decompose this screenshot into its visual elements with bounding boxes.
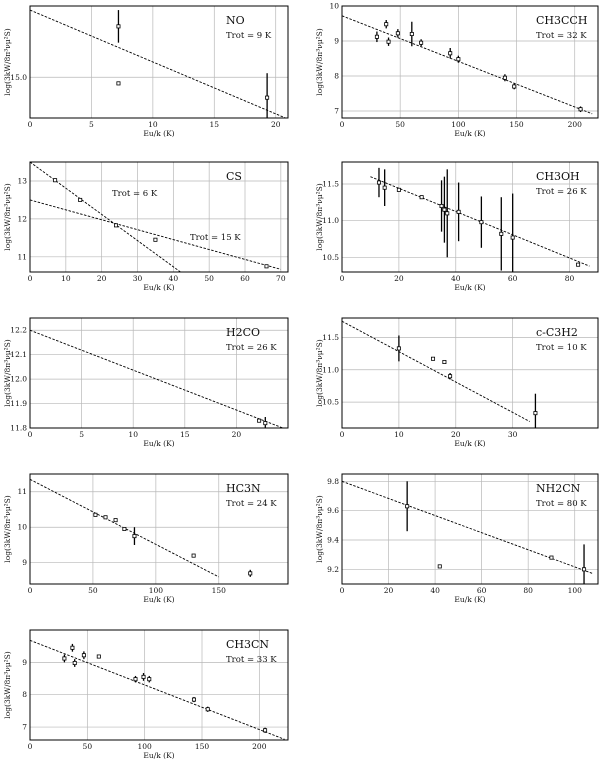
x-tick-label: 10	[128, 430, 138, 439]
data-point	[114, 224, 117, 227]
fit-line	[30, 162, 181, 272]
x-tick-label: 0	[339, 274, 345, 283]
x-tick-label: 20	[451, 430, 461, 439]
x-tick-label: 80	[523, 586, 533, 595]
plot-area	[342, 321, 537, 432]
trot-annotation: Trot = 32 K	[536, 31, 587, 41]
x-axis-label: Eu/k (K)	[143, 283, 175, 292]
x-tick-label: 5	[79, 430, 84, 439]
data-point	[249, 572, 252, 575]
data-point	[192, 698, 195, 701]
data-point	[97, 655, 100, 658]
x-tick-label: 0	[339, 586, 345, 595]
x-tick-label: 150	[194, 742, 210, 751]
x-tick-label: 150	[211, 586, 226, 595]
data-point	[420, 196, 423, 199]
x-tick-label: 40	[430, 586, 440, 595]
y-tick-label: 13	[17, 176, 27, 186]
chart-panel-7	[315, 474, 598, 604]
y-tick-label: 9.4	[327, 535, 339, 545]
data-point	[397, 347, 400, 350]
y-tick-label: 8	[22, 690, 27, 700]
chart-title: H2CO	[226, 326, 261, 339]
data-point	[534, 412, 537, 415]
data-point	[457, 58, 460, 61]
y-tick-label: 10.5	[322, 252, 339, 262]
data-point	[79, 198, 82, 201]
chart-title: c-C3H2	[536, 326, 578, 339]
data-point	[377, 181, 380, 184]
fit-line	[30, 10, 286, 118]
y-tick-label: 9.6	[327, 506, 339, 516]
data-point	[385, 23, 388, 26]
x-tick-label: 10	[148, 120, 158, 129]
data-point	[206, 708, 209, 711]
data-point	[94, 513, 97, 516]
x-tick-label: 30	[132, 274, 143, 283]
y-tick-label: 12.1	[10, 350, 27, 360]
data-point	[117, 82, 120, 85]
data-point	[579, 108, 582, 111]
x-tick-label: 20	[394, 274, 404, 283]
x-tick-label: 60	[476, 586, 487, 595]
data-point	[375, 35, 378, 38]
y-axis-label: log(3kW/8π³νμ²S)	[3, 183, 12, 251]
x-tick-label: 0	[27, 742, 33, 751]
x-tick-label: 20	[270, 120, 281, 129]
y-axis-label: log(3kW/8π³νμ²S)	[315, 339, 324, 407]
chart-title: CH3OH	[536, 170, 580, 183]
plot-frame	[30, 162, 288, 272]
x-axis-label: Eu/k (K)	[143, 751, 175, 760]
plot-area	[370, 168, 589, 282]
trot-annotation: Trot = 33 K	[226, 655, 277, 665]
fit-line	[30, 200, 281, 269]
chart-panel-6	[3, 474, 288, 604]
data-point	[448, 375, 451, 378]
x-tick-label: 0	[27, 120, 33, 129]
x-tick-label: 70	[276, 274, 286, 283]
data-point	[73, 661, 76, 664]
y-axis-label: log(3kW/8π³νμ²S)	[3, 651, 12, 719]
chart-title: CS	[226, 170, 242, 183]
x-tick-label: 30	[507, 430, 518, 439]
chart-panel-8	[3, 630, 288, 760]
x-tick-label: 100	[137, 742, 152, 751]
data-point	[82, 654, 85, 657]
y-axis-label: log(3kW/8π³νμ²S)	[3, 28, 12, 96]
data-point	[480, 221, 483, 224]
x-tick-label: 5	[89, 120, 94, 129]
x-tick-label: 100	[451, 120, 466, 129]
y-tick-label: 10	[329, 1, 339, 11]
data-point	[576, 263, 579, 266]
x-tick-label: 150	[509, 120, 524, 129]
data-point	[263, 729, 266, 732]
data-point	[550, 556, 553, 559]
trot-annotation: Trot = 15 K	[190, 233, 241, 243]
data-point	[500, 232, 503, 235]
x-tick-label: 50	[204, 274, 214, 283]
data-point	[457, 210, 460, 213]
data-point	[396, 32, 399, 35]
data-point	[258, 419, 261, 422]
x-tick-label: 50	[88, 586, 98, 595]
y-tick-label: 11	[17, 252, 27, 262]
data-point	[71, 646, 74, 649]
x-tick-label: 200	[252, 742, 267, 751]
x-axis-label: Eu/k (K)	[454, 439, 486, 448]
data-point	[53, 179, 56, 182]
chart-title: NO	[226, 14, 245, 27]
y-tick-label: 7	[22, 722, 27, 732]
y-tick-label: 11.8	[10, 423, 27, 433]
x-tick-label: 60	[507, 274, 518, 283]
data-point	[154, 238, 157, 241]
trot-annotation: Trot = 26 K	[536, 187, 587, 197]
trot-annotation: Trot = 9 K	[226, 31, 272, 41]
y-tick-label: 11.0	[322, 365, 339, 375]
y-axis-label: log(3kW/8π³νμ²S)	[315, 28, 324, 96]
x-axis-label: Eu/k (K)	[143, 439, 175, 448]
data-point	[123, 527, 126, 530]
data-point	[397, 188, 400, 191]
data-point	[264, 422, 267, 425]
x-tick-label: 0	[27, 586, 33, 595]
x-axis-label: Eu/k (K)	[454, 595, 486, 604]
x-tick-label: 50	[82, 742, 93, 751]
trot-annotation: Trot = 6 K	[112, 189, 158, 199]
y-axis-label: log(3kW/8π³νμ²S)	[315, 495, 324, 563]
x-axis-label: Eu/k (K)	[454, 129, 486, 138]
chart-panel-0	[3, 0, 288, 138]
data-point	[192, 554, 195, 557]
chart-title: HC3N	[226, 482, 261, 495]
data-point	[114, 519, 117, 522]
x-tick-label: 20	[231, 430, 242, 439]
data-point	[117, 25, 120, 28]
chart-title: CH3CCH	[536, 14, 588, 27]
data-point	[142, 675, 145, 678]
y-axis-label: log(3kW/8π³νμ²S)	[315, 183, 324, 251]
data-point	[383, 186, 386, 189]
trot-annotation: Trot = 26 K	[226, 343, 277, 353]
x-tick-label: 10	[61, 274, 71, 283]
data-point	[266, 96, 269, 99]
y-tick-label: 9	[334, 36, 339, 46]
x-tick-label: 0	[27, 430, 33, 439]
x-axis-label: Eu/k (K)	[143, 129, 175, 138]
x-axis-label: Eu/k (K)	[143, 595, 175, 604]
x-tick-label: 40	[168, 274, 179, 283]
x-tick-label: 15	[209, 120, 220, 129]
data-point	[511, 236, 514, 239]
x-tick-label: 20	[96, 274, 107, 283]
plot-area	[30, 162, 281, 272]
x-tick-label: 80	[564, 274, 575, 283]
x-tick-label: 40	[451, 274, 461, 283]
data-point	[582, 568, 585, 571]
data-point	[503, 76, 506, 79]
chart-panel-5	[315, 318, 598, 448]
y-axis-label: log(3kW/8π³νμ²S)	[3, 339, 12, 407]
data-point	[410, 32, 413, 35]
data-point	[513, 85, 516, 88]
y-tick-label: 11.9	[10, 399, 27, 409]
data-point	[387, 40, 390, 43]
x-tick-label: 0	[27, 274, 33, 283]
y-tick-label: 11.5	[322, 332, 339, 342]
y-tick-label: 12.2	[10, 325, 27, 335]
y-tick-label: 10	[17, 522, 27, 532]
data-point	[431, 357, 434, 360]
data-point	[449, 52, 452, 55]
x-tick-label: 0	[339, 120, 345, 129]
chart-title: CH3CN	[226, 638, 270, 651]
plot-area	[30, 10, 286, 122]
y-tick-label: 10.5	[322, 397, 339, 407]
trot-annotation: Trot = 10 K	[536, 343, 587, 353]
y-tick-label: 9	[22, 558, 27, 568]
x-axis-label: Eu/k (K)	[454, 283, 486, 292]
data-point	[406, 505, 409, 508]
data-point	[446, 212, 449, 215]
trot-annotation: Trot = 80 K	[536, 499, 587, 509]
x-tick-label: 100	[148, 586, 164, 595]
y-tick-label: 12	[17, 214, 27, 224]
y-tick-label: 11.5	[322, 179, 339, 189]
data-point	[63, 657, 66, 660]
x-tick-label: 60	[240, 274, 250, 283]
y-tick-label: 9	[22, 657, 27, 667]
data-point	[438, 565, 441, 568]
y-tick-label: 11	[17, 487, 27, 497]
y-tick-label: 7	[334, 106, 339, 116]
chart-panel-3	[315, 162, 598, 292]
fit-line	[342, 481, 593, 573]
data-point	[265, 265, 268, 268]
y-tick-label: 12.0	[10, 374, 27, 384]
y-tick-label: 8	[334, 71, 339, 81]
data-point	[443, 208, 446, 211]
x-tick-label: 200	[567, 120, 582, 129]
x-tick-label: 50	[395, 120, 405, 129]
y-tick-label: 9.2	[327, 564, 339, 574]
plot-frame	[30, 6, 288, 118]
trot-annotation: Trot = 24 K	[226, 499, 277, 509]
y-axis-label: log(3kW/8π³νμ²S)	[3, 495, 12, 563]
x-tick-label: 0	[339, 430, 345, 439]
y-tick-label: 15.0	[10, 72, 27, 82]
data-point	[104, 516, 107, 519]
data-point	[443, 360, 446, 363]
data-point	[148, 678, 151, 681]
chart-title: NH2CN	[536, 482, 581, 495]
fit-line	[342, 321, 530, 421]
y-tick-label: 9.8	[327, 476, 339, 486]
chart-panel-2	[3, 162, 288, 292]
chart-panel-1	[315, 2, 598, 139]
data-point	[134, 678, 137, 681]
data-point	[420, 41, 423, 44]
data-point	[133, 534, 136, 537]
data-point	[440, 204, 443, 207]
x-tick-label: 100	[567, 586, 582, 595]
x-tick-label: 15	[180, 430, 190, 439]
x-tick-label: 20	[383, 586, 394, 595]
chart-panel-4	[3, 318, 288, 448]
y-tick-label: 11.0	[322, 216, 339, 226]
x-tick-label: 10	[394, 430, 404, 439]
